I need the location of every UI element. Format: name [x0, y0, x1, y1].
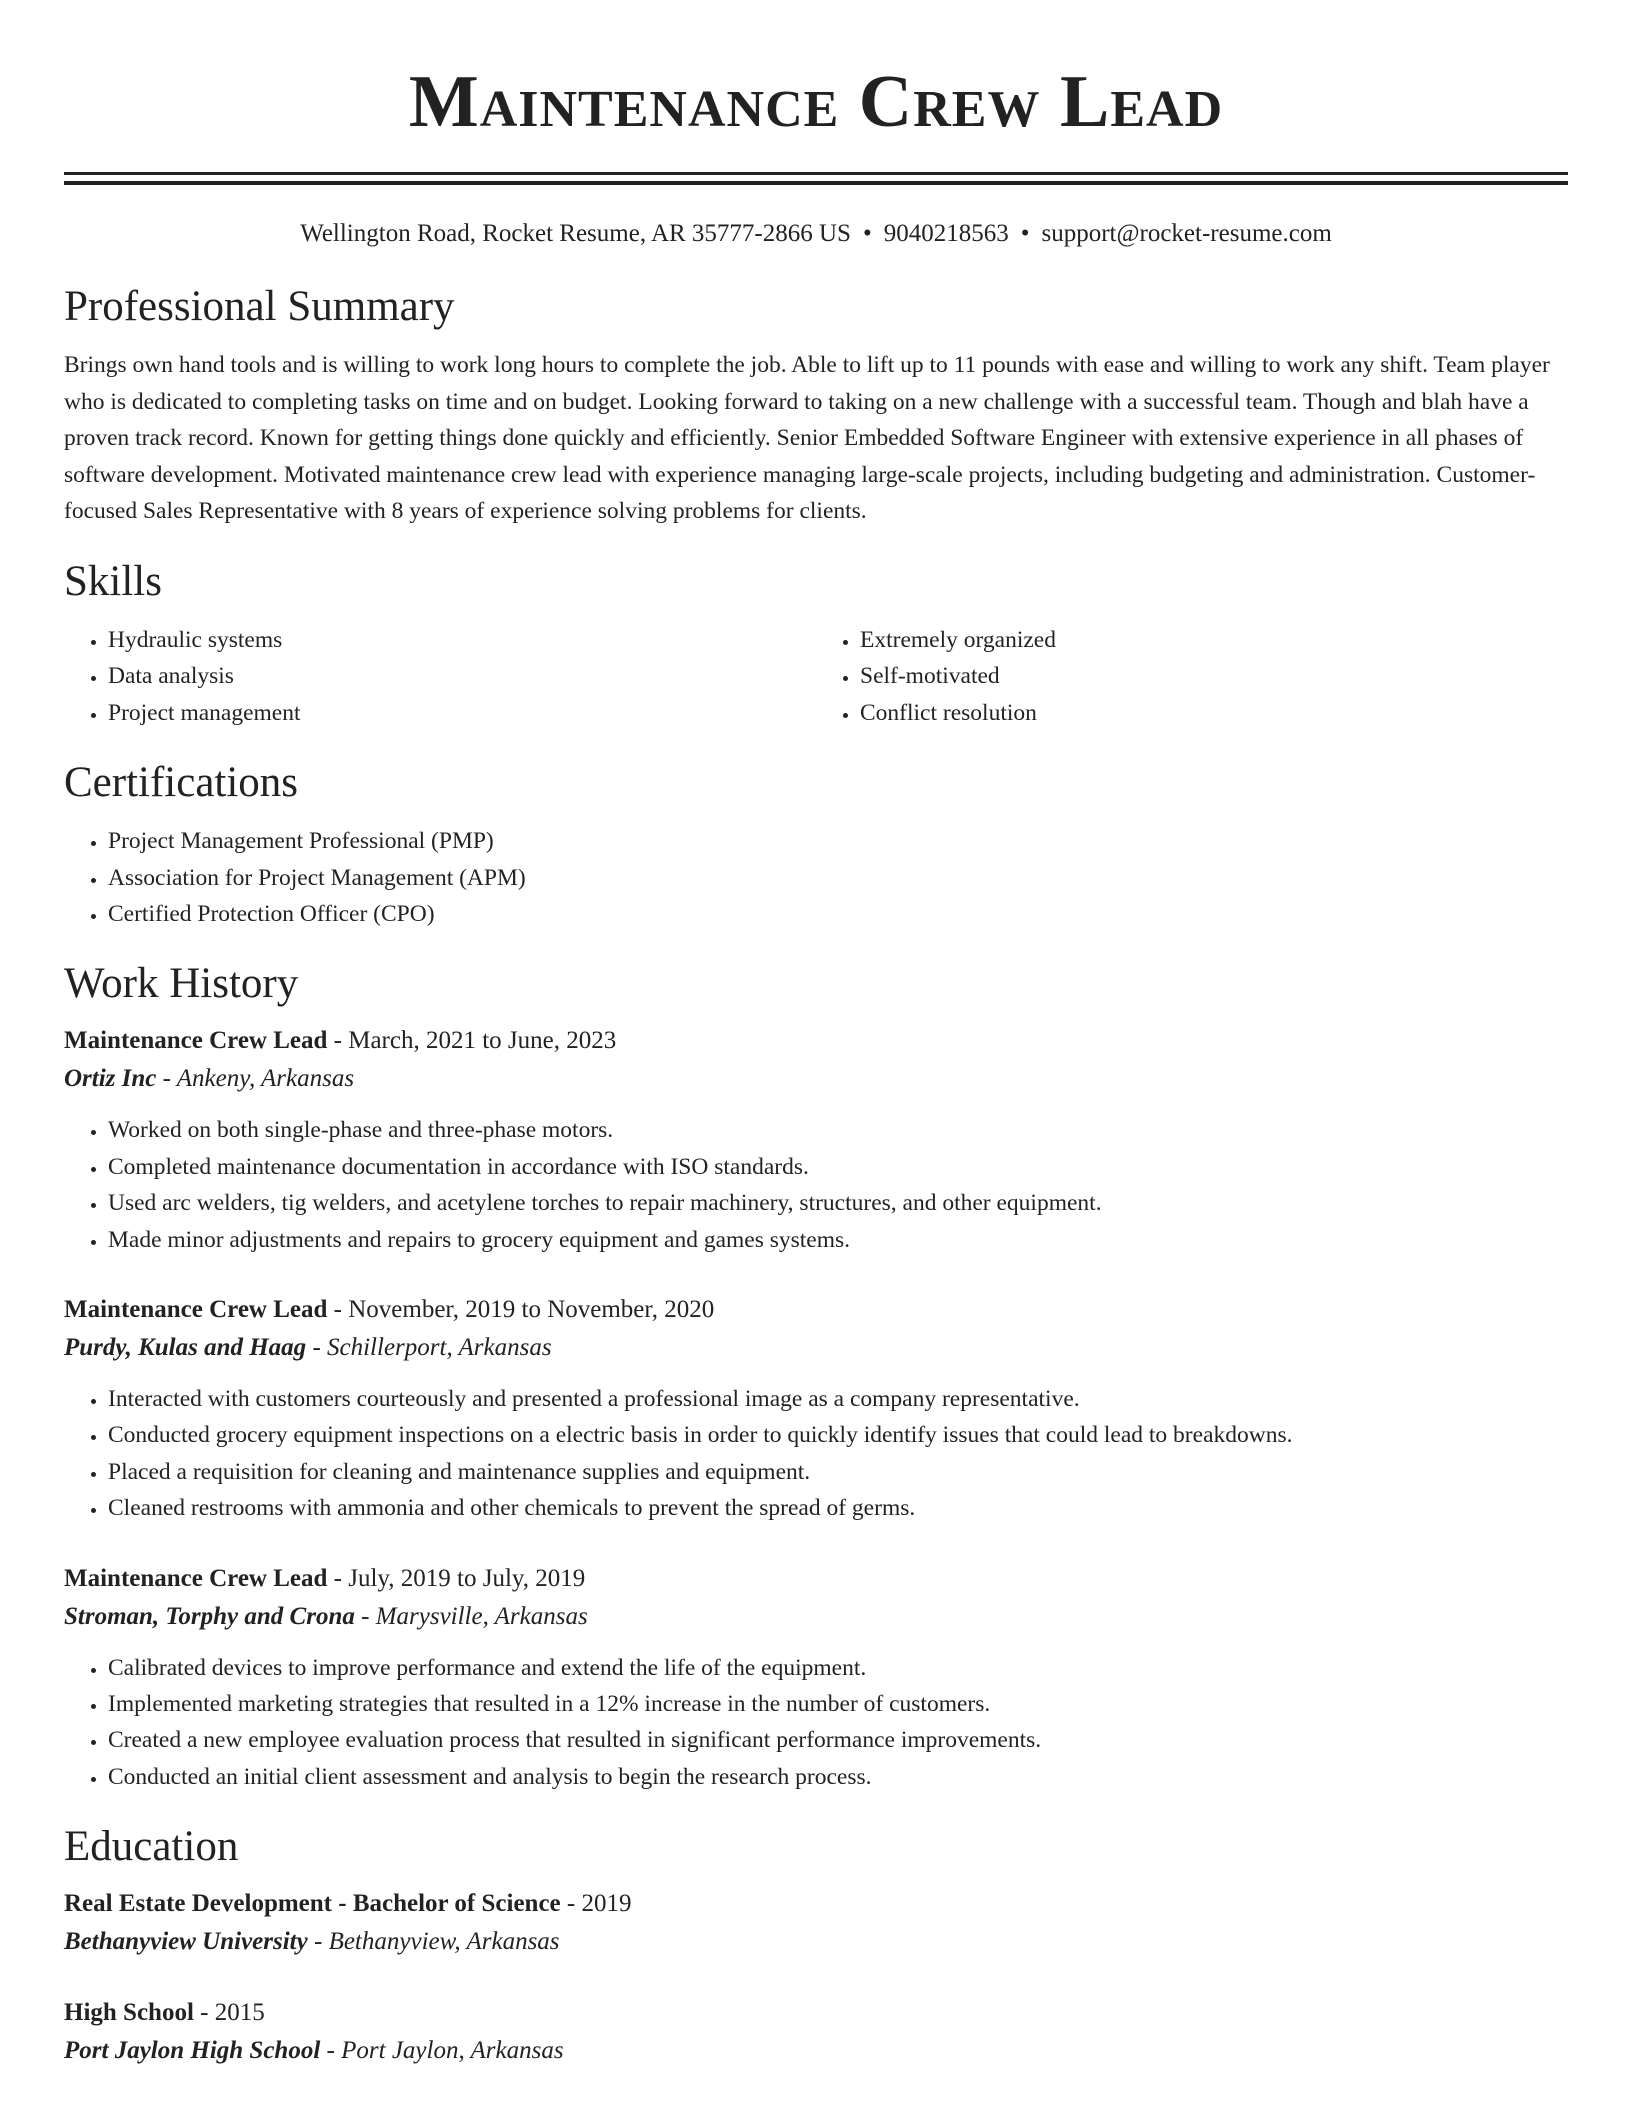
job-bullets: [64, 1650, 1568, 1796]
skill-item: • Self-motivated: [860, 658, 1568, 694]
contact-email: support@rocket-resume.com: [1041, 220, 1332, 247]
summary-text: Brings own hand tools and is willing to work long hours to complete the job. Able to lift up to 11 pounds with ease and willing to work any shift. Team player who is dedicated to completing tasks on time and on budget. Looking forward to taking on a new challenge with a successful team. Though and blah have a proven track record. Known for getting things done quickly and efficiently. Senior Embedded Software Engineer with extensive experience in all phases of software development. Motivated maintenance crew lead with experience managing large-scale projects, including budgeting and administration. Customer-focused Sales Representative with 8 years of experience solving problems for clients.: [64, 352, 1550, 525]
job-bullets: [64, 1381, 1568, 1527]
education-entry: [64, 1994, 1568, 2070]
education-degree: Real Estate Development - Bachelor of Science: [64, 1890, 561, 1918]
job-location: Schillerport, Arkansas: [327, 1334, 552, 1362]
job-header: Maintenance Crew Lead - March, 2021 to June, 2023: [64, 1027, 617, 1055]
job-header: Maintenance Crew Lead - November, 2019 to November, 2020: [64, 1296, 715, 1324]
job-header: Maintenance Crew Lead - July, 2019 to July, 2019: [64, 1564, 586, 1592]
contact-separator: •: [1020, 220, 1030, 247]
job-company-line: Ortiz Inc - Ankeny, Arkansas: [64, 1065, 355, 1093]
education-location: Bethanyview, Arkansas: [328, 1928, 560, 1956]
education-school: Bethanyview University: [64, 1928, 308, 1956]
job-company: Purdy, Kulas and Haag: [64, 1334, 307, 1362]
job-location: Marysville, Arkansas: [375, 1602, 588, 1630]
education-school-line: Port Jaylon High School - Port Jaylon, Arkansas: [64, 2037, 564, 2065]
education-header: Real Estate Development - Bachelor of Science - 2019: [64, 1890, 632, 1918]
job-dates: November, 2019 to November, 2020: [348, 1296, 715, 1324]
skill-item: • Hydraulic systems: [108, 622, 816, 658]
contact-separator: •: [862, 220, 872, 247]
education-entry: [64, 1885, 1568, 1961]
resume-content: [64, 0, 1568, 2070]
education-school-line: Bethanyview University - Bethanyview, Arkansas: [64, 1928, 560, 1956]
job-bullet: • Used arc welders, tig welders, and acetylene torches to repair machinery, structures, and other equipment.: [108, 1185, 1568, 1221]
skills-list-right: [816, 622, 1568, 731]
resume-name: Maintenance Crew Lead: [408, 61, 1224, 143]
education-heading: Education: [64, 1823, 239, 1871]
job-dates: March, 2021 to June, 2023: [348, 1027, 617, 1055]
job-company: Stroman, Torphy and Crona: [64, 1602, 355, 1630]
job-dates: July, 2019 to July, 2019: [348, 1564, 586, 1592]
job-role: Maintenance Crew Lead: [64, 1296, 328, 1324]
education-degree: High School: [64, 1999, 194, 2027]
education-location: Port Jaylon, Arkansas: [341, 2037, 564, 2065]
job-company: Ortiz Inc: [64, 1065, 157, 1093]
job-bullet: • Conducted an initial client assessment and analysis to begin the research process.: [108, 1759, 1568, 1795]
job-bullet: • Created a new employee evaluation process that resulted in significant performance improvements.: [108, 1722, 1568, 1758]
certifications-heading: Certifications: [64, 759, 299, 807]
skill-item: • Data analysis: [108, 658, 816, 694]
job-location: Ankeny, Arkansas: [176, 1065, 355, 1093]
job-role: Maintenance Crew Lead: [64, 1027, 328, 1055]
job-bullet: • Calibrated devices to improve performance and extend the life of the equipment.: [108, 1650, 1568, 1686]
job-bullet: • Interacted with customers courteously and presented a professional image as a company representative.: [108, 1381, 1568, 1417]
skills-list-left: [64, 622, 816, 731]
education-school: Port Jaylon High School: [64, 2037, 321, 2065]
job-company-line: Purdy, Kulas and Haag - Schillerport, Arkansas: [64, 1334, 552, 1362]
certification-item: • Project Management Professional (PMP): [108, 823, 1568, 859]
job-bullet: • Placed a requisition for cleaning and maintenance supplies and equipment.: [108, 1454, 1568, 1490]
contact-line: [64, 219, 1568, 249]
job-bullet: • Cleaned restrooms with ammonia and other chemicals to prevent the spread of germs.: [108, 1490, 1568, 1526]
education-year: 2019: [581, 1890, 632, 1918]
job-entry: [64, 1022, 1568, 1258]
education-year: 2015: [214, 1999, 265, 2027]
job-company-line: Stroman, Torphy and Crona - Marysville, Arkansas: [64, 1602, 588, 1630]
header-divider-bottom: [64, 181, 1568, 185]
skills-columns: [64, 622, 1568, 731]
job-bullet: • Made minor adjustments and repairs to grocery equipment and games systems.: [108, 1222, 1568, 1258]
certification-item: • Certified Protection Officer (CPO): [108, 896, 1568, 932]
job-bullet: • Worked on both single-phase and three-phase motors.: [108, 1112, 1568, 1148]
skill-item: • Project management: [108, 695, 816, 731]
skill-item: • Conflict resolution: [860, 695, 1568, 731]
header-divider-top: [64, 172, 1568, 175]
education-header: High School - 2015: [64, 1999, 265, 2027]
skill-item: • Extremely organized: [860, 622, 1568, 658]
skills-heading: Skills: [64, 557, 162, 605]
certification-item: • Association for Project Management (APM): [108, 860, 1568, 896]
contact-phone: 9040218563: [883, 220, 1009, 247]
job-bullets: [64, 1112, 1568, 1258]
job-bullet: • Conducted grocery equipment inspections on a electric basis in order to quickly identify issues that could lead to breakdowns.: [108, 1417, 1568, 1453]
job-entry: [64, 1560, 1568, 1796]
job-role: Maintenance Crew Lead: [64, 1564, 328, 1592]
job-bullet: • Implemented marketing strategies that resulted in a 12% increase in the number of customers.: [108, 1686, 1568, 1722]
contact-address: Wellington Road, Rocket Resume, AR 35777-2866 US: [300, 220, 851, 247]
summary-heading: Professional Summary: [64, 283, 455, 330]
job-bullet: • Completed maintenance documentation in accordance with ISO standards.: [108, 1149, 1568, 1185]
certifications-list: [64, 823, 1568, 932]
work-history-heading: Work History: [64, 960, 299, 1008]
job-entry: [64, 1291, 1568, 1527]
